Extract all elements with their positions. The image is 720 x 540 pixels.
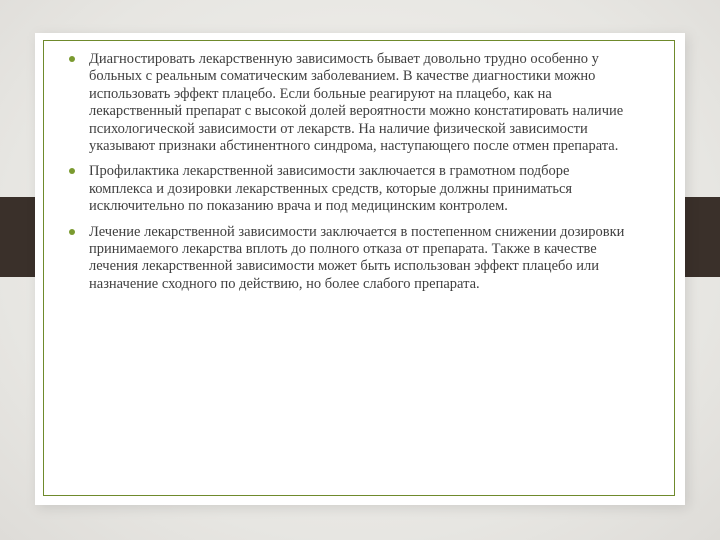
bullet-item-prevention <box>52 163 632 215</box>
slide-content <box>52 51 632 301</box>
bullet-icon <box>69 229 75 235</box>
bullet-list <box>52 51 632 293</box>
bullet-icon <box>69 56 75 62</box>
right-side-tab <box>684 197 720 277</box>
left-side-tab <box>0 197 36 277</box>
bullet-text: Диагностировать лекарственную зависимость бывает довольно трудно особенно у больных с реальным соматическим заболеванием. В качестве диагностики можно использовать эффект плацебо. Если больные реагируют на плацебо, как на лекарственный препарат с высокой долей вероятности можно констатировать наличие психологической зависимости от лекарств. На наличие физической зависимости указывают признаки абстинентного синдрома, наступающего после отмен препарата. <box>89 51 624 155</box>
bullet-text: Лечение лекарственной зависимости заключается в постепенном снижении дозировки принимаемого лекарства вплоть до полного отказа от препарата. Также в качестве лечения лекарственной зависимости может быть использован эффект плацебо или назначение сходного по действию, но более слабого препарата. <box>89 223 625 292</box>
bullet-icon <box>69 168 75 174</box>
bullet-item-diagnosis <box>52 51 632 155</box>
bullet-item-treatment <box>52 224 632 294</box>
bullet-text: Профилактика лекарственной зависимости заключается в грамотном подборе комплекса и дозировки лекарственных средств, которые должны приниматься исключительно по показанию врача и под медицинским контролем. <box>89 163 573 215</box>
